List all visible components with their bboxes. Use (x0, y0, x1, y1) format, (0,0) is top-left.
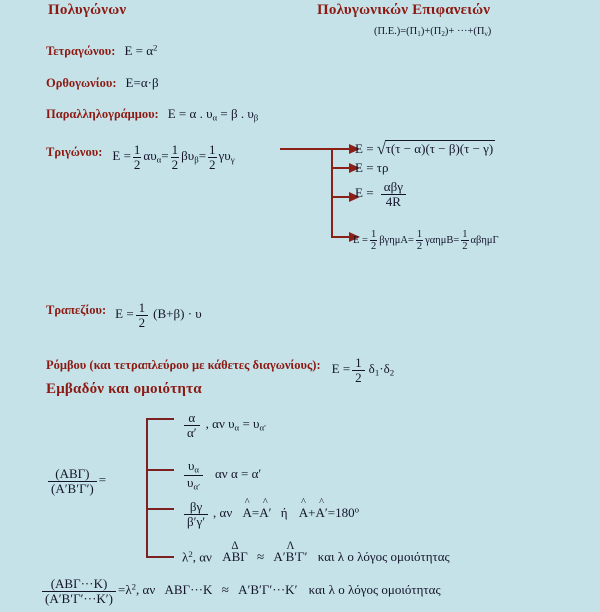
similarity-general-poly1: ΑΒΓ···Κ (164, 582, 213, 598)
sum-term-2-sub: 2 (441, 29, 445, 38)
fraction-denominator: 2 (352, 370, 365, 385)
fraction-one-half-f (461, 229, 468, 252)
hat-icon: ^ (301, 496, 306, 508)
formula-sine-eq1: = (407, 234, 414, 246)
fraction-one-half-d (370, 229, 377, 252)
formula-inradius: E = τρ (355, 160, 389, 175)
angle-a-2 (259, 496, 272, 521)
angle-a-4-text: A′ (315, 505, 328, 521)
similarity-case-4-lambda: λ (182, 549, 189, 565)
sum-term-1-sub: 1 (417, 29, 421, 38)
sum-term-n-sub: ν (484, 29, 488, 38)
formula-parallelogram (168, 106, 259, 121)
sqrt-icon: √ (376, 140, 386, 159)
similarity-case-3 (182, 496, 360, 529)
fraction-one-half-g (136, 301, 149, 329)
section-title-similarity: Εμβαδόν και ομοιότητα (46, 381, 202, 397)
formula-trapezoid-suffix: (B+β) · υ (153, 306, 202, 322)
sum-term-1: (Π (406, 26, 418, 37)
formula-triangle-term2: βυ (181, 148, 195, 164)
sum-plus-2: )+ (444, 26, 455, 37)
fraction-denominator: 2 (462, 241, 468, 253)
triangle-abc-text: ΑΒΓ (222, 549, 248, 565)
formula-triangle-term3: γυ (218, 148, 231, 164)
fraction-numerator (184, 459, 203, 475)
formula-sine-term3: αβημΓ (470, 234, 499, 246)
branch-line-1 (331, 148, 351, 150)
fraction-numerator: α (188, 410, 196, 425)
fraction-numerator: αβγ (383, 179, 403, 194)
angle-a-1 (242, 496, 252, 521)
formula-triangle-term1: αυ (143, 148, 157, 164)
label-rhombus: Ρόμβου (και τετραπλεύρου με κάθετες διαγωνίους): (46, 358, 321, 373)
hat-icon: ^ (262, 496, 268, 508)
row-triangle (46, 143, 235, 171)
fraction-one-half-a (133, 143, 142, 171)
similarity-general-exponent: 2 (131, 581, 137, 592)
formula-parallelogram-sub-a: α (212, 112, 218, 123)
similarity-case-2 (182, 459, 261, 492)
similarity-bracket-tick-4 (146, 556, 174, 558)
branch-line-2 (331, 167, 351, 169)
fraction-triangle-ratio (48, 467, 97, 495)
formula-triangle-eq1: = (161, 148, 169, 164)
triangle-abc-prime-marked (273, 539, 308, 565)
similarity-case-1-mid: = υ (239, 416, 260, 432)
fraction-ua-uaprime (184, 459, 203, 492)
approx-icon: ≈ (221, 582, 229, 598)
formula-trapezoid (115, 300, 202, 330)
hat-icon: ^ (319, 496, 325, 508)
formula-rhombus (331, 355, 395, 385)
formula-sine-lhs: E = (353, 234, 368, 246)
formula-triangle-term3-sub: γ (230, 154, 235, 165)
sum-plus-1: )+ (420, 26, 431, 37)
fraction-a-aprime (184, 411, 200, 439)
similarity-case-1-sub1: α (234, 422, 240, 433)
fraction-one-half-b (171, 143, 180, 171)
connector-spine (331, 148, 333, 238)
fraction-denominator: 2 (209, 156, 216, 172)
similarity-ratio-equals: = (98, 472, 107, 488)
fraction-one-half-e (416, 229, 423, 252)
fraction-numerator: (ΑΒΓ) (55, 466, 90, 481)
similarity-case-4 (182, 539, 450, 565)
similarity-case-1-condition: , αν υ (205, 416, 235, 432)
similarity-general-poly2: Α′Β′Γ′···Κ′ (238, 582, 298, 598)
formula-rhombus-dot: · (379, 361, 384, 377)
formula-sine-area (353, 229, 499, 252)
formula-parallelogram-part2: = β . υ (217, 106, 254, 121)
fraction-denominator: 4R (381, 194, 406, 209)
hat-icon: ^ (244, 496, 250, 508)
row-parallelogram (46, 105, 258, 123)
fraction-den-text: υ (187, 474, 194, 490)
formula-triangle-term2-sub: β (194, 154, 199, 165)
formula-rhombus-d1: δ (368, 361, 375, 377)
formula-circumradius (355, 180, 408, 208)
fraction-denominator: 2 (416, 241, 423, 253)
fraction-denominator: 2 (370, 241, 377, 253)
formula-square-exponent: 2 (153, 42, 158, 53)
sum-close: ) (487, 26, 492, 37)
fraction-denominator: (Α′Β′Γ′···Κ′) (42, 591, 116, 606)
label-rectangle: Ορθογωνίου: (46, 76, 117, 90)
fraction-num-sub: α (194, 464, 200, 475)
fraction-numerator: 1 (416, 229, 423, 240)
similarity-case-3-eq2: =180 (327, 505, 355, 521)
formula-rectangle: E=α·β (125, 75, 159, 90)
formula-rhombus-prefix: E = (331, 361, 351, 377)
label-square: Τετραγώνου: (46, 44, 116, 58)
sum-term-n: (Π (473, 26, 485, 37)
fraction-one-half-h (352, 356, 365, 384)
similarity-case-3-condition: , αν (213, 505, 233, 521)
sum-ellipsis: ···+ (456, 26, 474, 37)
similarity-case-4-tail: και λ ο λόγος ομοιότητας (317, 549, 450, 565)
polygonal-surface-sum-formula (374, 26, 491, 38)
formula-parallelogram-sub-b: β (253, 112, 259, 123)
formula-trapezoid-prefix: E = (115, 306, 134, 322)
similarity-case-4-condition: , αν (192, 549, 212, 565)
similarity-case-1 (182, 411, 266, 439)
formula-square (124, 43, 157, 58)
branch-line-4 (331, 236, 351, 238)
triangle-abc-marked (222, 539, 248, 565)
label-parallelogram: Παραλληλογράμμου: (46, 107, 159, 121)
connector-stem (280, 148, 333, 150)
formula-square-text: E = α (124, 43, 154, 58)
fraction-abc-4r (381, 180, 406, 208)
formula-sine-eq2: = (453, 234, 460, 246)
fraction-numerator: 1 (171, 142, 179, 157)
similarity-case-1-sub2: α′ (259, 422, 267, 433)
fraction-denominator: 2 (133, 156, 141, 172)
similarity-bracket-spine (146, 418, 148, 558)
formula-heron (355, 140, 495, 159)
angle-a-3-text: A (298, 505, 309, 521)
similarity-general-tail: και λ ο λόγος ομοιότητας (308, 582, 441, 598)
fraction-denominator: β′γ′ (184, 514, 208, 529)
formula-circumradius-lhs: E = (355, 185, 374, 201)
angle-a-4 (315, 496, 328, 521)
formula-triangle-term1-sub: α (156, 154, 162, 165)
approx-icon: ≈ (257, 549, 265, 565)
fraction-bg-bgprime (184, 500, 208, 528)
formula-triangle-prefix: E = (112, 148, 131, 164)
triangle-mark-icon: Δ (231, 539, 239, 552)
triangle-abc-prime-text: Α′Β′Γ′ (273, 549, 308, 565)
fraction-denominator: α′ (184, 425, 200, 440)
formula-parallelogram-part1: E = α . υ (167, 106, 213, 121)
row-rectangle (46, 74, 159, 92)
formula-heron-body: τ(τ − α)(τ − β)(τ − γ) (385, 141, 494, 156)
formula-sine-term1: βγημA (379, 234, 408, 246)
label-triangle: Τριγώνου: (46, 145, 103, 160)
similarity-case-3-or: ή (280, 505, 288, 521)
angle-a-2-text: A′ (259, 505, 272, 521)
fraction-numerator: 1 (209, 142, 216, 157)
formula-rhombus-d2: δ (383, 361, 390, 377)
branch-line-3 (331, 196, 351, 198)
label-trapezoid: Τραπεζίου: (46, 303, 107, 318)
formula-triangle (112, 142, 235, 172)
fraction-numerator: 1 (355, 355, 362, 370)
fraction-numerator: 1 (370, 229, 377, 240)
similarity-general-condition: , αν (136, 582, 156, 598)
fraction-one-half-c (208, 143, 217, 171)
formula-rhombus-d1-sub: 1 (374, 367, 380, 378)
similarity-ratio-label (46, 467, 106, 495)
fraction-numerator: 1 (462, 229, 468, 240)
sum-term-2: (Π (430, 26, 442, 37)
fraction-numerator: 1 (138, 300, 146, 315)
similarity-general-equals: =λ (117, 582, 132, 598)
fraction-denominator (184, 475, 203, 492)
similarity-bracket-tick-3 (146, 508, 174, 510)
similarity-general-row (40, 577, 441, 605)
similarity-case-4-exponent: 2 (188, 549, 193, 559)
row-square (46, 42, 157, 60)
angle-a-3 (298, 496, 309, 521)
fraction-denominator: 2 (171, 156, 179, 172)
similarity-bracket-tick-1 (146, 418, 174, 420)
fraction-general-ratio (42, 577, 116, 605)
page-title-polygonal-surfaces: Πολυγωνικών Επιφανειών (317, 2, 491, 18)
fraction-denominator: 2 (136, 315, 149, 330)
sum-lhs: (Π.Ε.)= (374, 26, 407, 37)
fraction-numerator: (ΑΒΓ···Κ) (50, 576, 108, 591)
similarity-case-3-eq: = (251, 505, 260, 521)
similarity-case-3-plus: + (308, 505, 316, 521)
degree-icon: o (354, 504, 360, 515)
fraction-den-sub: α′ (193, 481, 200, 492)
formula-heron-lhs: E = (355, 141, 374, 156)
formula-triangle-eq2: = (198, 148, 207, 164)
angle-a-1-text: A (242, 505, 252, 521)
triangle-mark-icon: Λ (286, 539, 295, 552)
fraction-num-text: υ (187, 458, 195, 473)
fraction-numerator: 1 (133, 142, 141, 157)
page-title-polygons: Πολυγώνων (48, 2, 127, 18)
formula-rhombus-d2-sub: 2 (389, 367, 395, 378)
row-trapezoid (46, 301, 202, 329)
similarity-bracket-tick-2 (146, 469, 174, 471)
fraction-numerator: βγ (189, 499, 203, 514)
fraction-denominator: (Α′Β′Γ′) (48, 481, 97, 496)
similarity-case-2-condition: αν α = α′ (215, 466, 262, 482)
formula-sine-term2: γαημB (425, 234, 454, 246)
